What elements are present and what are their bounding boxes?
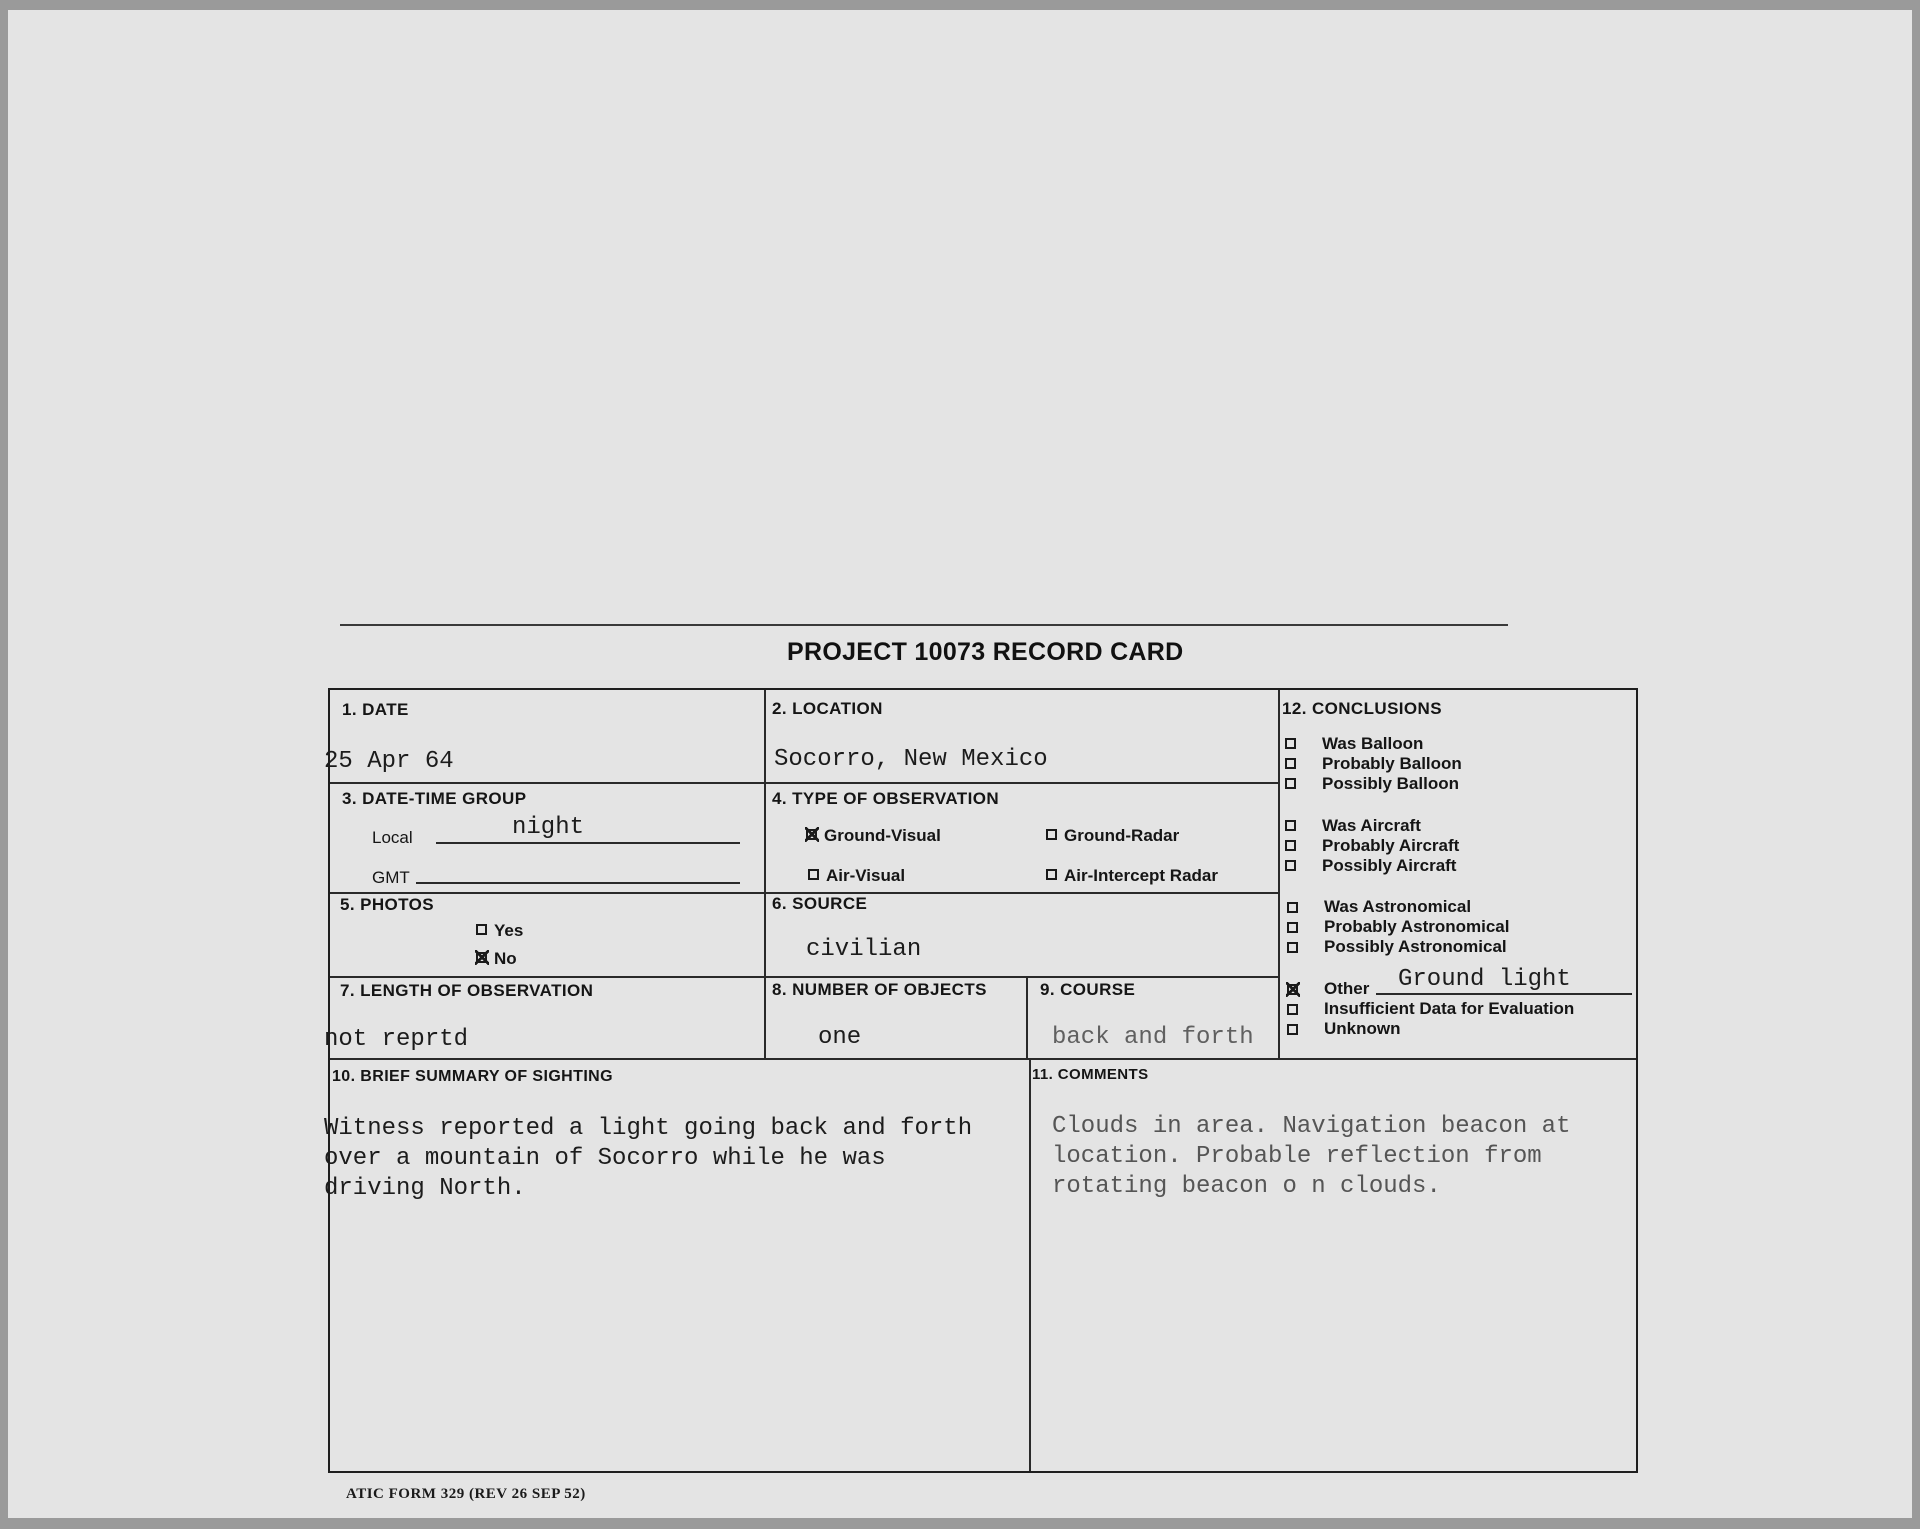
unknown-checkbox[interactable] xyxy=(1287,1024,1298,1035)
probably-aircraft-label: Probably Aircraft xyxy=(1322,836,1460,855)
comments-label: 11. COMMENTS xyxy=(1032,1066,1149,1083)
gmt-label: GMT xyxy=(372,868,410,887)
length-of-observation-label: 7. LENGTH OF OBSERVATION xyxy=(340,981,594,1000)
brief-summary-label: 10. BRIEF SUMMARY OF SIGHTING xyxy=(332,1068,613,1085)
photos-yes-checkbox[interactable] xyxy=(476,924,487,935)
local-underline xyxy=(436,842,740,844)
possibly-balloon-label: Possibly Balloon xyxy=(1322,774,1459,793)
possibly-aircraft-checkbox[interactable] xyxy=(1285,860,1296,871)
divider-summary-comments xyxy=(1029,1058,1031,1471)
conclusions-label: 12. CONCLUSIONS xyxy=(1282,699,1442,718)
ground-visual-label: Ground-Visual xyxy=(824,826,941,845)
brief-summary-text xyxy=(324,1114,1024,1204)
divider-row4 xyxy=(330,1058,1636,1060)
air-visual-label: Air-Visual xyxy=(826,866,906,885)
course-label: 9. COURSE xyxy=(1040,980,1136,999)
brief-summary-line: driving North. xyxy=(324,1175,526,1202)
ground-radar-checkbox[interactable] xyxy=(1046,829,1057,840)
date-label: 1. DATE xyxy=(342,700,409,719)
card-title: PROJECT 10073 RECORD CARD xyxy=(787,638,1184,666)
was-aircraft-checkbox[interactable] xyxy=(1285,820,1296,831)
was-balloon-checkbox[interactable] xyxy=(1285,738,1296,749)
probably-balloon-checkbox[interactable] xyxy=(1285,758,1296,769)
gmt-underline xyxy=(416,882,740,884)
possibly-astronomical-label: Possibly Astronomical xyxy=(1324,937,1507,956)
was-astronomical-checkbox[interactable] xyxy=(1287,902,1298,913)
brief-summary-line: over a mountain of Socorro while he was xyxy=(324,1145,886,1172)
photos-no-label: No xyxy=(494,949,517,968)
other-value: Ground light xyxy=(1398,966,1571,993)
divider-col1 xyxy=(764,690,766,1058)
comments-line: Clouds in area. Navigation beacon at xyxy=(1052,1113,1571,1140)
date-time-group-label: 3. DATE-TIME GROUP xyxy=(342,789,527,808)
photos-label: 5. PHOTOS xyxy=(340,895,434,914)
card-top-edge xyxy=(340,624,1508,626)
was-aircraft-label: Was Aircraft xyxy=(1322,816,1421,835)
other-checkbox[interactable] xyxy=(1287,984,1298,995)
ground-radar-label: Ground-Radar xyxy=(1064,826,1180,845)
number-of-objects-label: 8. NUMBER OF OBJECTS xyxy=(772,980,987,999)
comments-line: rotating beacon o n clouds. xyxy=(1052,1173,1441,1200)
was-balloon-label: Was Balloon xyxy=(1322,734,1424,753)
unknown-label: Unknown xyxy=(1324,1019,1401,1038)
record-card-form xyxy=(324,688,1638,1473)
form-footer: ATIC FORM 329 (REV 26 SEP 52) xyxy=(346,1486,586,1502)
photos-no-checkbox[interactable] xyxy=(476,952,487,963)
was-astronomical-label: Was Astronomical xyxy=(1324,897,1472,916)
course-value: back and forth xyxy=(1052,1024,1254,1051)
divider-objects-course xyxy=(1026,976,1028,1058)
location-label: 2. LOCATION xyxy=(772,699,883,718)
local-label: Local xyxy=(372,828,413,847)
probably-balloon-label: Probably Balloon xyxy=(1322,754,1462,773)
divider-col-conclusions xyxy=(1278,690,1280,1058)
type-of-observation-label: 4. TYPE OF OBSERVATION xyxy=(772,789,1000,808)
location-value: Socorro, New Mexico xyxy=(774,746,1048,773)
comments-line: location. Probable reflection from xyxy=(1052,1143,1542,1170)
possibly-aircraft-label: Possibly Aircraft xyxy=(1322,856,1457,875)
possibly-balloon-checkbox[interactable] xyxy=(1285,778,1296,789)
photos-yes-label: Yes xyxy=(494,921,524,940)
divider-row3 xyxy=(330,976,1278,978)
probably-aircraft-checkbox[interactable] xyxy=(1285,840,1296,851)
other-underline xyxy=(1376,993,1632,995)
divider-row1 xyxy=(330,782,1278,784)
brief-summary-line: Witness reported a light going back and forth xyxy=(324,1115,973,1142)
length-of-observation-value: not reprtd xyxy=(324,1026,469,1053)
other-label: Other xyxy=(1324,979,1370,998)
insufficient-data-checkbox[interactable] xyxy=(1287,1004,1298,1015)
source-label: 6. SOURCE xyxy=(772,894,868,913)
source-value: civilian xyxy=(806,936,922,963)
number-of-objects-value: one xyxy=(818,1024,862,1051)
air-intercept-radar-label: Air-Intercept Radar xyxy=(1064,866,1218,885)
ground-visual-checkbox[interactable] xyxy=(806,829,817,840)
comments-text xyxy=(1052,1112,1612,1202)
air-intercept-radar-checkbox[interactable] xyxy=(1046,869,1057,880)
air-visual-checkbox[interactable] xyxy=(808,869,819,880)
probably-astronomical-checkbox[interactable] xyxy=(1287,922,1298,933)
possibly-astronomical-checkbox[interactable] xyxy=(1287,942,1298,953)
insufficient-data-label: Insufficient Data for Evaluation xyxy=(1324,999,1575,1018)
local-value: night xyxy=(512,814,585,841)
date-value: 25 Apr 64 xyxy=(324,748,454,775)
probably-astronomical-label: Probably Astronomical xyxy=(1324,917,1510,936)
